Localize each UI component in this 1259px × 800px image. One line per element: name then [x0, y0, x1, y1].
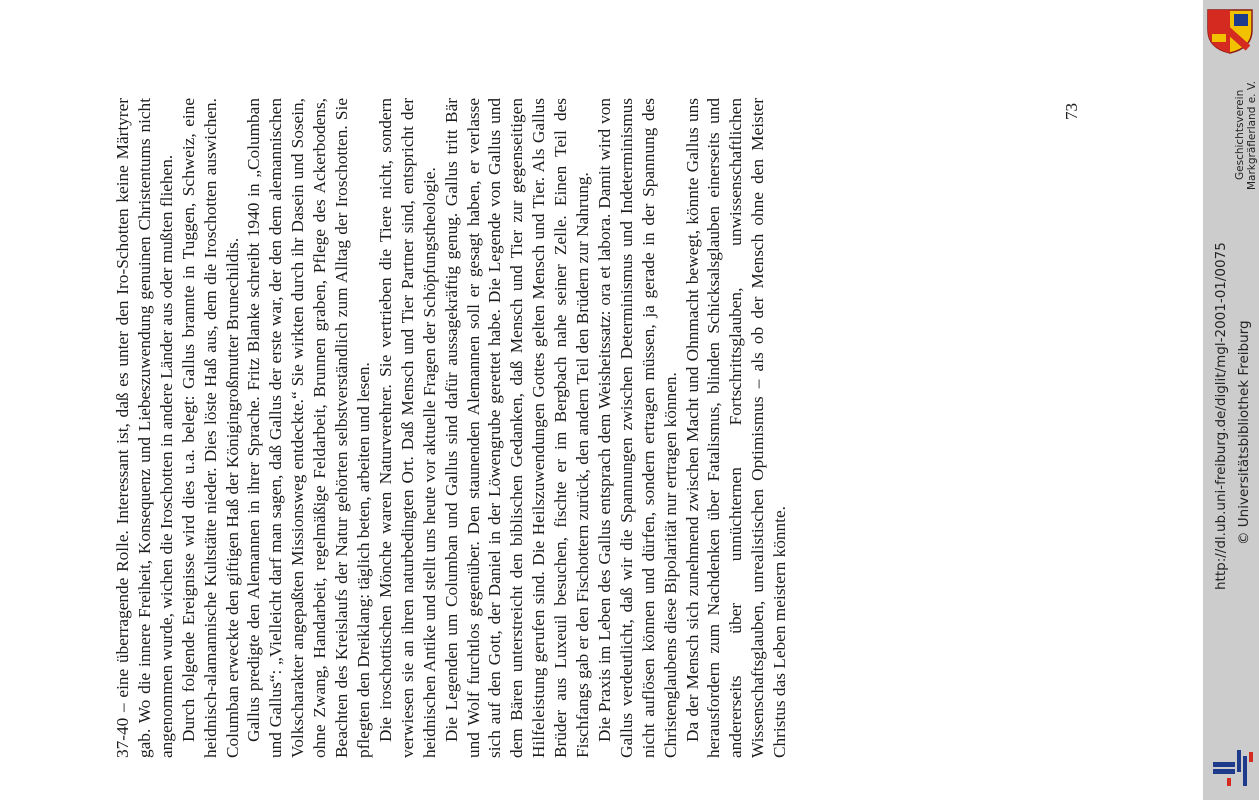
paragraph: 37-40 – eine überragende Rolle. Interessant ist, daß es unter den Iro-Schotten keine Märtyrer gab. Wo die innere Freiheit, Konsequenz und Liebeszuwendung genuinen Christentums nicht angenommen wurde, wichen die Iroschotten in andere Länder aus oder mußten fliehen.: [113, 98, 176, 758]
body-text: [112, 98, 791, 758]
page-number: 73: [1062, 103, 1081, 120]
paragraph: Die iroschottischen Mönche waren Naturverehrer. Sie vertrieben die Tiere nicht, sondern verwiesen sie an ihren naturbedingten Ort. Daß Mensch und Tier Partner sind, entspricht der heidnischen Antike und stellt uns heute vor aktuelle Fragen der Schöpfungstheologie.: [375, 98, 439, 758]
paragraph: Die Legenden um Columban und Gallus sind dafür aussagekräftig genug. Gallus tritt Bär und Wolf furchtlos gegenüber. Den staunenden Alemannen soll er gesagt haben, er verlasse sich auf den Gott, der Daniel in der Löwengrube gerettet habe. Die Legende von Gallus und dem Bären unterstreicht den biblischen Gedanken, daß Mensch und Tier zur gegenseitigen Hilfeleistung gerufen sind. Die Heilszuwendungen Gottes gelten Mensch und Tier. Als Gallus Brüder aus Luxeuil besuchen, fischte er im Bergbach nahe seiner Zelle. Einen Teil des Fischfangs gab er den Fischottern zurück, den andern Teil den Brüdern zur Nahrung.: [441, 98, 593, 758]
ub-freiburg-logo-icon: [1209, 748, 1253, 788]
society-name-line-1: Geschichtsverein: [1234, 89, 1246, 180]
society-name-line-2: Markgräflerland e. V.: [1246, 80, 1258, 190]
paragraph: Gallus predigte den Alemannen in ihrer Sprache. Fritz Blanke schreibt 1940 in „Columban und Gallus“: „Vielleicht darf man sagen, daß Gallus der erste war, der den dem alemannischen Volkscharakter angepaßten Missionsweg entdeckte.“ Sie wirkten durch ihr Dasein und Sosein, ohne Zwang, Handarbeit, regelmäßige Feldarbeit, Brunnen graben, Pflege des Ackerbodens, Beachten des Kreislaufs der Natur gehörten selbstverständlich zum Alltag der Iroschotten. Sie pflegten den Dreiklang: täglich beten, arbeiten und lesen.: [244, 98, 373, 758]
paragraph: Durch folgende Ereignisse wird dies u.a. belegt: Gallus brannte in Tuggen, Schweiz, eine heidnisch-alamannische Kultstätte nieder. Dies löste Haß aus, dem die Iroschotten auswichen. Columban erweckte den giftigen Haß der Königingroßmutter Brunechildis.: [178, 98, 242, 758]
paragraph: Da der Mensch sich zunehmend zwischen Macht und Ohnmacht bewegt, könnte Gallus uns herausfordern zum Nachdenken über Fatalismus, blinden Schicksalsglauben einerseits und andererseits über unnüchternen Fortschrittsglauben, unwissenschaftlichen Wissenschaftsglauben, unrealistischen Optimismus – als ob der Mensch ohne den Meister Christus das Leben meistern könnte.: [682, 98, 790, 758]
source-url-link[interactable]: http://dl.ub.uni-freiburg.de/diglit/mgl-2001-01/0075: [1213, 242, 1229, 590]
coat-of-arms-icon: [1206, 8, 1254, 54]
copyright-notice: © Universitätsbibliothek Freiburg: [1236, 320, 1252, 545]
paragraph: Die Praxis im Leben des Gallus entsprach dem Weisheitssatz: ora et labora. Damit wird von Gallus verdeutlicht, daß wir die Spannungen zwischen Determinismus und Indeterminismus nicht auflösen können und dürfen, sondern ertragen müssen, ja gerade in der Spannung des Christenglaubens diese Bipolarität nur ertragen können.: [594, 98, 680, 758]
